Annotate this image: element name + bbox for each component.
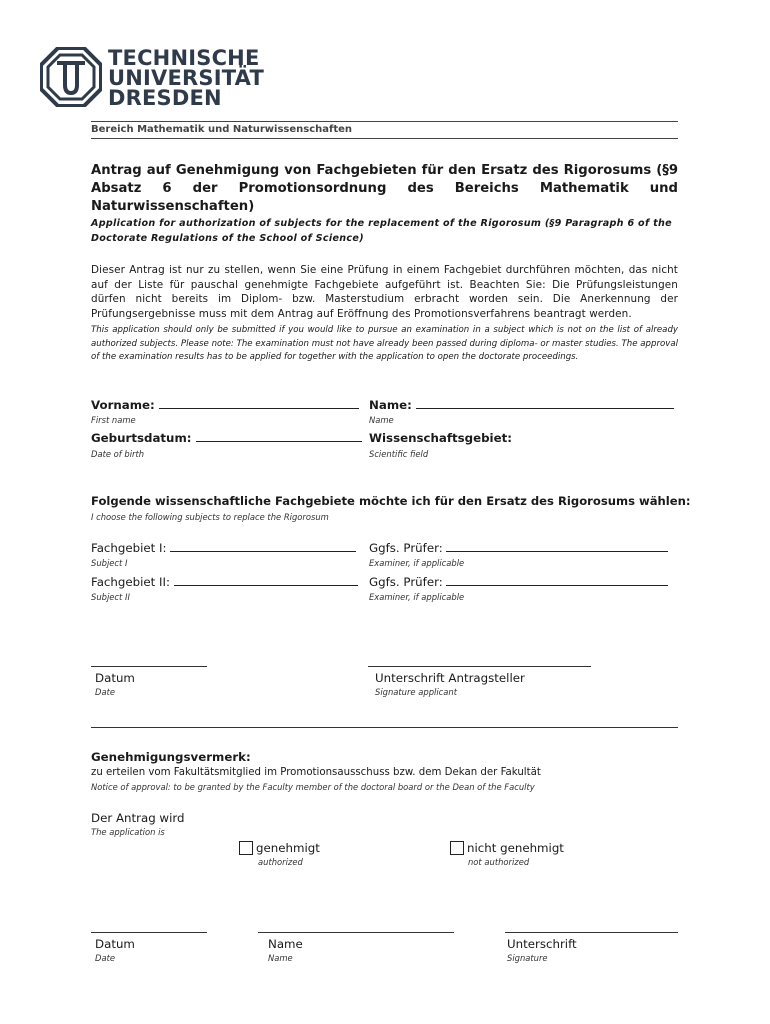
fachgebiet1-line[interactable] bbox=[170, 541, 356, 552]
approval-text-en: Notice of approval: to be granted by the Faculty member of the doctoral board or the Dean of the Faculty bbox=[91, 782, 535, 792]
page-title bbox=[91, 162, 678, 216]
vorname-field[interactable] bbox=[91, 398, 359, 412]
unterschrift2-signature-line[interactable] bbox=[505, 932, 678, 933]
datum2-signature-line[interactable] bbox=[91, 932, 207, 933]
pruefer2-line[interactable] bbox=[446, 575, 668, 586]
datum2-label: Datum bbox=[95, 937, 135, 951]
nicht-genehmigt-checkbox[interactable] bbox=[450, 841, 464, 855]
nicht-genehmigt-sub: not authorized bbox=[468, 857, 530, 867]
unterschrift2-label: Unterschrift bbox=[507, 937, 577, 951]
wissenschaftsgebiet-label: Wissenschaftsgebiet: bbox=[369, 431, 512, 445]
name2-sub: Name bbox=[268, 953, 293, 963]
name-sub: Name bbox=[369, 415, 394, 425]
geburtsdatum-label: Geburtsdatum: bbox=[91, 431, 192, 445]
pruefer1-field[interactable] bbox=[369, 541, 668, 555]
approval-heading: Genehmigungsvermerk: bbox=[91, 750, 251, 764]
name2-label: Name bbox=[268, 937, 303, 951]
vorname-sub: First name bbox=[91, 415, 136, 425]
fachgebiet2-line[interactable] bbox=[174, 575, 358, 586]
divider bbox=[91, 121, 678, 122]
subjects-heading: Folgende wissenschaftliche Fachgebiete möchte ich für den Ersatz des Rigorosums wählen: bbox=[91, 494, 691, 508]
datum-signature-line[interactable] bbox=[91, 666, 207, 667]
pruefer1-line[interactable] bbox=[446, 541, 668, 552]
geburtsdatum-field[interactable] bbox=[91, 431, 362, 445]
intro-text-de: Dieser Antrag ist nur zu stellen, wenn Sie eine Prüfung in einem Fachgebiet durchführen möchten, das nicht auf der Liste für pauschal genehmigte Fachgebiete aufgeführt ist. Beachten Sie: Die Prüfungsleistungen dürfen nicht bereits im Diplom- bzw. Masterstudium erbracht worden sein. Die Anerkennung der Prüfungsergebnisse muss mit dem Antrag auf Eröffnung des Promotionsverfahrens beantragt werden. bbox=[91, 264, 678, 320]
geburtsdatum-line[interactable] bbox=[196, 431, 362, 442]
unterschrift-antragsteller-sub: Signature applicant bbox=[375, 687, 457, 697]
divider bbox=[91, 138, 678, 139]
antrag-wird-sub: The application is bbox=[91, 827, 165, 837]
subjects-heading-en: I choose the following subjects to replace the Rigorosum bbox=[91, 512, 329, 522]
wissenschaftsgebiet-sub: Scientific field bbox=[369, 449, 429, 459]
tu-logo-icon bbox=[40, 47, 102, 107]
vorname-line[interactable] bbox=[159, 398, 359, 409]
datum-label: Datum bbox=[95, 671, 135, 685]
title-line-1: Antrag auf Genehmigung von Fachgebieten für den Ersatz des Rigorosums (§9 bbox=[91, 163, 678, 178]
geburtsdatum-sub: Date of birth bbox=[91, 449, 145, 459]
name2-signature-line[interactable] bbox=[258, 932, 454, 933]
datum2-sub: Date bbox=[95, 953, 116, 963]
english-title: Application for authorization of subjects for the replacement of the Rigorosum (§9 Paragraph 6 of the Doctorate Regulations of the School of Science) bbox=[91, 218, 672, 244]
pruefer2-sub: Examiner, if applicable bbox=[369, 592, 465, 602]
name-field[interactable] bbox=[369, 398, 674, 412]
genehmigt-label: genehmigt bbox=[256, 841, 320, 855]
title-line-2: Absatz 6 der Promotionsordnung des Bereichs Mathematik und bbox=[91, 181, 678, 196]
fachgebiet1-label: Fachgebiet I: bbox=[91, 541, 167, 555]
genehmigt-checkbox[interactable] bbox=[239, 841, 253, 855]
fachgebiet2-field[interactable] bbox=[91, 575, 358, 589]
department: Bereich Mathematik und Naturwissenschaften bbox=[91, 124, 353, 135]
name-line[interactable] bbox=[416, 398, 674, 409]
pruefer1-sub: Examiner, if applicable bbox=[369, 558, 465, 568]
unterschrift2-sub: Signature bbox=[507, 953, 548, 963]
intro-text-en: This application should only be submitted if you would like to pursue an examination in a subject which is not on the list of already authorized subjects. Please note: The examination must not have already been passed during diploma- or master studies. The approval of the examination results has to be applied for together with the application to open the doctorate proceedings. bbox=[91, 325, 678, 363]
pruefer2-field[interactable] bbox=[369, 575, 668, 589]
fachgebiet2-sub: Subject II bbox=[91, 592, 130, 602]
approval-text-de: zu erteilen vom Fakultätsmitglied im Promotionsausschuss bzw. dem Dekan der Fakultät bbox=[91, 767, 541, 778]
nicht-genehmigt-label: nicht genehmigt bbox=[467, 841, 564, 855]
unterschrift-antragsteller-label: Unterschrift Antragsteller bbox=[375, 671, 525, 685]
logo-line-1: TECHNISCHE bbox=[108, 46, 260, 70]
antragsteller-signature-line[interactable] bbox=[368, 666, 591, 667]
logo-line-3: DRESDEN bbox=[108, 86, 222, 110]
title-line-3: Naturwissenschaften) bbox=[91, 199, 255, 214]
logo-line-2: UNIVERSITÄT bbox=[108, 66, 264, 90]
vorname-label: Vorname: bbox=[91, 398, 155, 412]
fachgebiet1-field[interactable] bbox=[91, 541, 356, 555]
name-label: Name: bbox=[369, 398, 412, 412]
fachgebiet1-sub: Subject I bbox=[91, 558, 128, 568]
section-divider bbox=[91, 727, 678, 728]
datum-sub: Date bbox=[95, 687, 116, 697]
genehmigt-sub: authorized bbox=[258, 857, 303, 867]
pruefer2-label: Ggfs. Prüfer: bbox=[369, 575, 443, 589]
antrag-wird-label: Der Antrag wird bbox=[91, 811, 185, 825]
fachgebiet2-label: Fachgebiet II: bbox=[91, 575, 170, 589]
pruefer1-label: Ggfs. Prüfer: bbox=[369, 541, 443, 555]
